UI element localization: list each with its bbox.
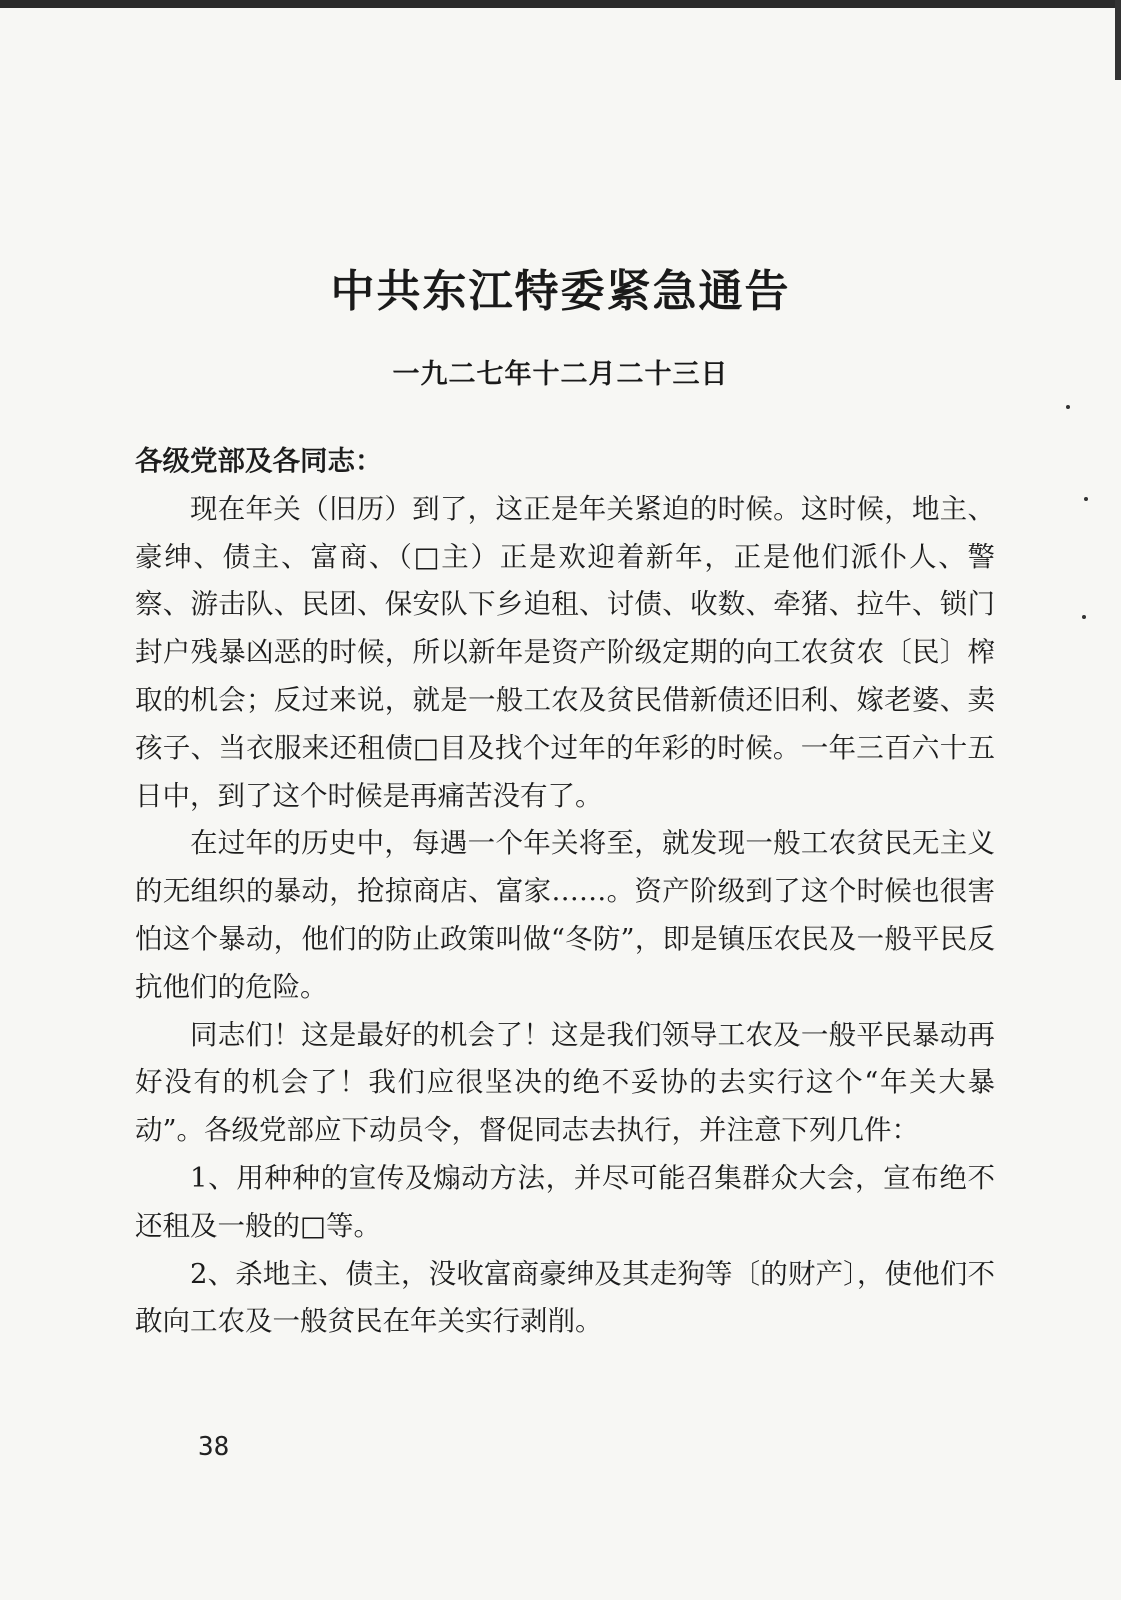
paragraph: 同志们！这是最好的机会了！这是我们领导工农及一般平民暴动再好没有的机会了！我们应很坚决的绝不妥协的去实行这个“年关大暴动”。各级党部应下动员令，督促同志去执行，并注意下列几件： — [135, 1018, 995, 1147]
salutation: 各级党部及各同志： — [135, 445, 383, 477]
scan-edge-top — [0, 0, 1121, 8]
paragraph: 在过年的历史中，每遇一个年关将至，就发现一般工农贫民无主义的无组织的暴动，抢掠商店、富家……。资产阶级到了这个时候也很害怕这个暴动，他们的防止政策叫做“冬防”，即是镇压农民及一般平民反抗他们的危险。 — [135, 827, 995, 1003]
paragraph: 现在年关（旧历）到了，这正是年关紧迫的时候。这时候，地主、豪绅、债主、富商、（□主）正是欢迎着新年，正是他们派仆人、警察、游击队、民团、保安队下乡迫租、讨债、收数、牵猪、拉牛、锁门封户残暴凶恶的时候，所以新年是资产阶级定期的向工农贫农〔民〕榨取的机会；反过来说，就是一般工农及贫民借新债还旧利、嫁老婆、卖孩子、当衣服来还租债□目及找个过年的年彩的时候。一年三百六十五日中，到了这个时候是再痛苦没有了。 — [135, 492, 995, 812]
page-number: 38 — [198, 1432, 230, 1462]
scan-speck — [1084, 497, 1088, 501]
document-title: 中共东江特委紧急通告 — [330, 266, 791, 317]
document-body — [135, 438, 995, 1346]
scan-edge-right — [1115, 0, 1121, 80]
scan-speck — [1082, 615, 1086, 619]
list-item: 1、用种种的宣传及煽动方法，并尽可能召集群众大会，宣布绝不还租及一般的□等。 — [135, 1161, 995, 1242]
document-date: 一九二七年十二月二十三日 — [392, 359, 729, 390]
list-item: 2、杀地主、债主，没收富商豪绅及其走狗等〔的财产〕，使他们不敢向工农及一般贫民在年关实行剥削。 — [135, 1257, 995, 1338]
scan-speck — [1066, 405, 1070, 409]
